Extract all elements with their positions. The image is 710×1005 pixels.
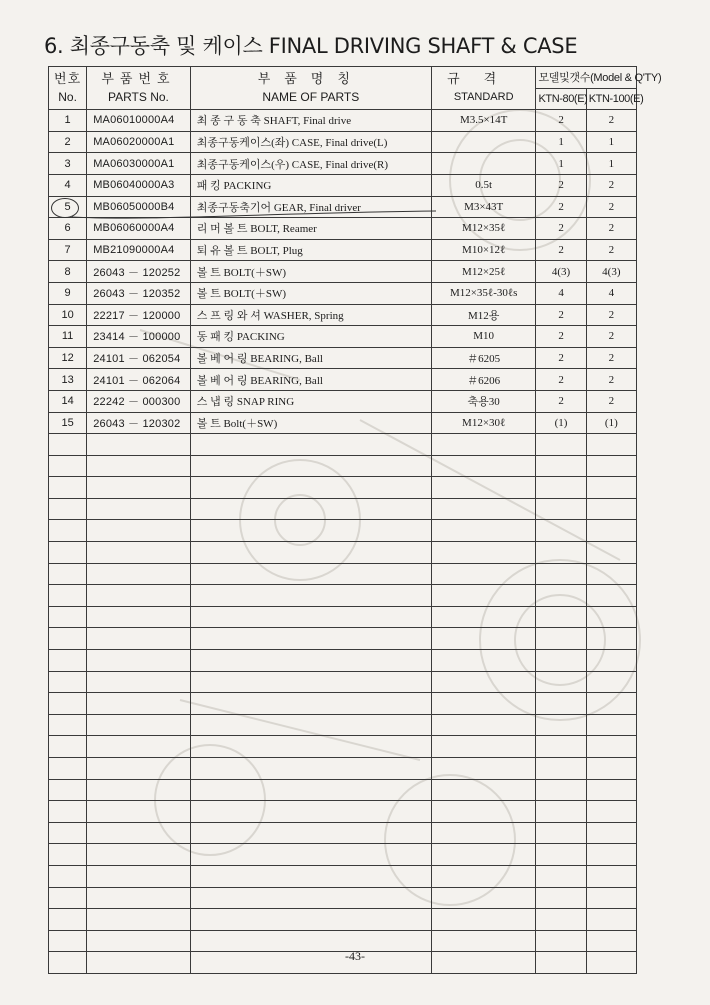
row-standard: M12×30ℓ — [431, 412, 536, 434]
empty-cell — [190, 542, 431, 564]
row-name: 퇴 유 볼 트 BOLT, Plug — [190, 239, 431, 261]
empty-cell — [536, 563, 586, 585]
empty-cell — [190, 650, 431, 672]
row-standard: M12×25ℓ — [431, 261, 536, 283]
empty-cell — [49, 585, 87, 607]
empty-cell — [431, 758, 536, 780]
header-parts-no-ko: 부품번호 — [101, 71, 176, 87]
empty-cell — [49, 822, 87, 844]
empty-cell — [190, 585, 431, 607]
parts-table-body — [49, 110, 637, 974]
empty-cell — [49, 779, 87, 801]
empty-cell — [190, 520, 431, 542]
row-name: 스 냅 링 SNAP RING — [190, 390, 431, 412]
row-qty-model-a: 2 — [536, 218, 586, 240]
table-row — [49, 304, 637, 326]
empty-cell — [536, 628, 586, 650]
empty-cell — [586, 477, 636, 499]
row-standard — [431, 131, 536, 153]
empty-cell — [49, 714, 87, 736]
header-name-en: NAME OF PARTS — [262, 90, 360, 105]
empty-cell — [87, 542, 191, 564]
empty-cell — [49, 865, 87, 887]
empty-cell — [586, 520, 636, 542]
empty-cell — [431, 650, 536, 672]
row-parts-no: 26043 － 120252 — [87, 261, 191, 283]
empty-cell — [536, 650, 586, 672]
empty-cell — [586, 650, 636, 672]
row-standard: M10×12ℓ — [431, 239, 536, 261]
row-qty-model-b: 2 — [586, 218, 636, 240]
row-qty-model-a: (1) — [536, 412, 586, 434]
row-standard: M12×35ℓ — [431, 218, 536, 240]
empty-cell — [536, 498, 586, 520]
row-no: 4 — [49, 174, 87, 196]
empty-cell — [536, 865, 586, 887]
table-row — [49, 239, 637, 261]
empty-cell — [586, 779, 636, 801]
empty-cell — [87, 434, 191, 456]
table-row — [49, 347, 637, 369]
empty-cell — [431, 887, 536, 909]
empty-cell — [431, 844, 536, 866]
table-row — [49, 131, 637, 153]
table-row — [49, 153, 637, 175]
empty-cell — [536, 606, 586, 628]
empty-cell — [536, 520, 586, 542]
table-row — [49, 282, 637, 304]
row-no: 8 — [49, 261, 87, 283]
empty-cell — [586, 563, 636, 585]
row-no: 13 — [49, 369, 87, 391]
empty-cell — [49, 455, 87, 477]
empty-table-row — [49, 520, 637, 542]
table-row — [49, 390, 637, 412]
empty-cell — [87, 887, 191, 909]
empty-cell — [87, 628, 191, 650]
empty-cell — [586, 542, 636, 564]
empty-cell — [431, 801, 536, 823]
empty-cell — [536, 779, 586, 801]
empty-cell — [586, 736, 636, 758]
header-name-ko: 부품명칭 — [257, 71, 364, 87]
empty-cell — [49, 628, 87, 650]
empty-table-row — [49, 844, 637, 866]
row-parts-no: 22242 － 000300 — [87, 390, 191, 412]
empty-cell — [49, 887, 87, 909]
row-name: 동 패 킹 PACKING — [190, 326, 431, 348]
empty-cell — [49, 477, 87, 499]
empty-cell — [536, 909, 586, 931]
row-name: 최종구동케이스(우) CASE, Final drive(R) — [190, 153, 431, 175]
row-qty-model-a: 4 — [536, 282, 586, 304]
empty-cell — [431, 909, 536, 931]
header-standard-ko: 규격 — [447, 71, 521, 87]
header-model-a: KTN-80(E) — [536, 88, 586, 110]
empty-cell — [190, 714, 431, 736]
empty-cell — [49, 650, 87, 672]
page-number: -43- — [345, 949, 365, 963]
empty-cell — [87, 606, 191, 628]
row-name: 볼 베 어 링 BEARING, Ball — [190, 369, 431, 391]
empty-cell — [586, 455, 636, 477]
empty-cell — [87, 736, 191, 758]
empty-cell — [586, 628, 636, 650]
empty-cell — [87, 477, 191, 499]
empty-table-row — [49, 801, 637, 823]
empty-cell — [87, 455, 191, 477]
row-no: 3 — [49, 153, 87, 175]
empty-cell — [190, 822, 431, 844]
header-model-b: KTN-100(E) — [586, 88, 636, 110]
table-row — [49, 326, 637, 348]
empty-cell — [49, 671, 87, 693]
row-standard: M12×35ℓ-30ℓs — [431, 282, 536, 304]
row-no: 12 — [49, 347, 87, 369]
row-qty-model-a: 4(3) — [536, 261, 586, 283]
empty-cell — [536, 822, 586, 844]
empty-cell — [87, 714, 191, 736]
row-name: 최종구동케이스(좌) CASE, Final drive(L) — [190, 131, 431, 153]
empty-cell — [190, 909, 431, 931]
row-qty-model-b: 2 — [586, 304, 636, 326]
header-no-en: No. — [58, 90, 77, 105]
empty-cell — [49, 844, 87, 866]
empty-cell — [586, 585, 636, 607]
row-standard: M3×43T — [431, 196, 536, 218]
empty-cell — [536, 434, 586, 456]
row-no: 6 — [49, 218, 87, 240]
row-name: 스 프 링 와 셔 WASHER, Spring — [190, 304, 431, 326]
row-name: 볼 트 BOLT(＋SW) — [190, 282, 431, 304]
empty-cell — [431, 585, 536, 607]
empty-cell — [536, 542, 586, 564]
empty-cell — [190, 779, 431, 801]
row-name: 최종구동축기어 GEAR, Final driver — [190, 196, 431, 218]
row-no: 11 — [49, 326, 87, 348]
row-parts-no: 24101 － 062064 — [87, 369, 191, 391]
row-no: 14 — [49, 390, 87, 412]
row-standard — [431, 153, 536, 175]
row-qty-model-b: 2 — [586, 369, 636, 391]
row-standard: ＃6206 — [431, 369, 536, 391]
empty-cell — [87, 650, 191, 672]
empty-cell — [586, 822, 636, 844]
empty-cell — [87, 865, 191, 887]
empty-cell — [49, 693, 87, 715]
row-parts-no: MB06040000A3 — [87, 174, 191, 196]
empty-cell — [586, 909, 636, 931]
empty-cell — [190, 477, 431, 499]
empty-cell — [536, 887, 586, 909]
empty-cell — [431, 455, 536, 477]
empty-cell — [586, 434, 636, 456]
empty-table-row — [49, 693, 637, 715]
empty-cell — [49, 909, 87, 931]
empty-table-row — [49, 585, 637, 607]
row-standard: ＃6205 — [431, 347, 536, 369]
empty-cell — [536, 801, 586, 823]
empty-cell — [586, 865, 636, 887]
page-title: 6. 최종구동축 및 케이스 FINAL DRIVING SHAFT & CASE — [44, 34, 578, 58]
empty-cell — [87, 909, 191, 931]
empty-cell — [190, 606, 431, 628]
empty-table-row — [49, 714, 637, 736]
header-parts-no-en: PARTS No. — [107, 90, 169, 105]
row-qty-model-b: 2 — [586, 347, 636, 369]
row-qty-model-b: 4(3) — [586, 261, 636, 283]
empty-cell — [87, 693, 191, 715]
empty-table-row — [49, 909, 637, 931]
empty-cell — [190, 671, 431, 693]
empty-table-row — [49, 606, 637, 628]
row-no: 2 — [49, 131, 87, 153]
header-no — [49, 67, 87, 110]
empty-cell — [190, 693, 431, 715]
row-qty-model-b: 1 — [586, 153, 636, 175]
row-qty-model-a: 2 — [536, 326, 586, 348]
empty-cell — [87, 563, 191, 585]
empty-cell — [190, 455, 431, 477]
empty-cell — [87, 758, 191, 780]
empty-cell — [87, 585, 191, 607]
row-no: 10 — [49, 304, 87, 326]
row-parts-no: MB21090000A4 — [87, 239, 191, 261]
empty-cell — [190, 498, 431, 520]
empty-cell — [190, 736, 431, 758]
empty-cell — [431, 693, 536, 715]
empty-cell — [190, 758, 431, 780]
row-name: 패 킹 PACKING — [190, 174, 431, 196]
empty-cell — [431, 542, 536, 564]
empty-cell — [49, 563, 87, 585]
empty-cell — [49, 520, 87, 542]
empty-table-row — [49, 542, 637, 564]
row-qty-model-a: 2 — [536, 390, 586, 412]
empty-cell — [586, 887, 636, 909]
header-no-ko: 번호 — [54, 71, 82, 87]
empty-cell — [87, 520, 191, 542]
empty-cell — [431, 714, 536, 736]
table-row — [49, 261, 637, 283]
empty-table-row — [49, 498, 637, 520]
empty-cell — [536, 585, 586, 607]
row-qty-model-b: 4 — [586, 282, 636, 304]
empty-cell — [87, 671, 191, 693]
empty-cell — [49, 542, 87, 564]
table-row — [49, 369, 637, 391]
empty-cell — [536, 736, 586, 758]
empty-cell — [431, 477, 536, 499]
empty-cell — [49, 606, 87, 628]
empty-cell — [536, 714, 586, 736]
empty-cell — [87, 498, 191, 520]
empty-cell — [190, 628, 431, 650]
row-qty-model-b: 2 — [586, 326, 636, 348]
empty-cell — [431, 520, 536, 542]
row-parts-no: MA06020000A1 — [87, 131, 191, 153]
empty-cell — [536, 477, 586, 499]
row-qty-model-a: 2 — [536, 369, 586, 391]
row-qty-model-b: 2 — [586, 174, 636, 196]
empty-cell — [536, 455, 586, 477]
empty-table-row — [49, 628, 637, 650]
empty-cell — [586, 714, 636, 736]
empty-cell — [190, 844, 431, 866]
empty-cell — [431, 563, 536, 585]
row-no: 15 — [49, 412, 87, 434]
empty-table-row — [49, 455, 637, 477]
row-qty-model-b: 2 — [586, 110, 636, 132]
row-qty-model-a: 2 — [536, 196, 586, 218]
header-standard-en: STANDARD — [453, 91, 514, 104]
empty-cell — [49, 801, 87, 823]
row-standard: M10 — [431, 326, 536, 348]
empty-cell — [190, 434, 431, 456]
empty-cell — [536, 693, 586, 715]
row-parts-no: 26043 － 120352 — [87, 282, 191, 304]
row-standard: M12용 — [431, 304, 536, 326]
empty-cell — [431, 736, 536, 758]
empty-cell — [536, 844, 586, 866]
row-qty-model-b: 1 — [586, 131, 636, 153]
empty-cell — [431, 434, 536, 456]
empty-table-row — [49, 779, 637, 801]
empty-cell — [586, 801, 636, 823]
empty-cell — [190, 801, 431, 823]
empty-cell — [431, 606, 536, 628]
empty-cell — [49, 758, 87, 780]
row-name: 볼 베 어 링 BEARING, Ball — [190, 347, 431, 369]
empty-cell — [586, 693, 636, 715]
empty-cell — [49, 736, 87, 758]
row-name: 최 종 구 동 축 SHAFT, Final drive — [190, 110, 431, 132]
row-5-hand-underline-mark — [70, 203, 440, 223]
empty-cell — [431, 822, 536, 844]
empty-cell — [49, 434, 87, 456]
empty-table-row — [49, 477, 637, 499]
row-no: 9 — [49, 282, 87, 304]
empty-table-row — [49, 434, 637, 456]
header-parts-no — [87, 67, 191, 110]
row-parts-no: 24101 － 062054 — [87, 347, 191, 369]
row-qty-model-a: 1 — [536, 131, 586, 153]
empty-cell — [190, 887, 431, 909]
empty-cell — [586, 606, 636, 628]
empty-cell — [586, 498, 636, 520]
row-name: 리 머 볼 트 BOLT, Reamer — [190, 218, 431, 240]
row-qty-model-a: 1 — [536, 153, 586, 175]
row-standard: 0.5t — [431, 174, 536, 196]
empty-cell — [87, 801, 191, 823]
empty-table-row — [49, 671, 637, 693]
row-standard: M3.5×14T — [431, 110, 536, 132]
empty-table-row — [49, 822, 637, 844]
empty-cell — [586, 844, 636, 866]
row-parts-no: MA06030000A1 — [87, 153, 191, 175]
empty-table-row — [49, 563, 637, 585]
row-name: 볼 트 BOLT(＋SW) — [190, 261, 431, 283]
empty-cell — [87, 844, 191, 866]
empty-cell — [586, 671, 636, 693]
row-name: 볼 트 Bolt(＋SW) — [190, 412, 431, 434]
row-no: 7 — [49, 239, 87, 261]
empty-table-row — [49, 887, 637, 909]
empty-cell — [431, 498, 536, 520]
empty-table-row — [49, 758, 637, 780]
empty-cell — [190, 563, 431, 585]
row-parts-no: MB06060000A4 — [87, 218, 191, 240]
row-standard: 축용30 — [431, 390, 536, 412]
empty-table-row — [49, 865, 637, 887]
row-parts-no: MB06050000B4 — [87, 196, 191, 218]
row-qty-model-b: 2 — [586, 390, 636, 412]
empty-cell — [536, 671, 586, 693]
empty-cell — [431, 865, 536, 887]
empty-cell — [190, 865, 431, 887]
row-parts-no: MA06010000A4 — [87, 110, 191, 132]
empty-cell — [87, 779, 191, 801]
empty-cell — [431, 671, 536, 693]
row-no: 5 — [49, 196, 87, 218]
row-qty-model-a: 2 — [536, 347, 586, 369]
row-qty-model-b: 2 — [586, 196, 636, 218]
row-qty-model-a: 2 — [536, 304, 586, 326]
empty-table-row — [49, 736, 637, 758]
row-qty-model-b: 2 — [586, 239, 636, 261]
empty-cell — [586, 758, 636, 780]
row-qty-model-a: 2 — [536, 174, 586, 196]
header-name — [190, 67, 431, 110]
empty-cell — [431, 628, 536, 650]
empty-cell — [49, 498, 87, 520]
row-parts-no: 22217 － 120000 — [87, 304, 191, 326]
table-row — [49, 412, 637, 434]
row-qty-model-a: 2 — [536, 239, 586, 261]
table-row — [49, 174, 637, 196]
row-parts-no: 26043 － 120302 — [87, 412, 191, 434]
header-standard — [431, 67, 536, 110]
empty-cell — [87, 822, 191, 844]
table-row — [49, 110, 637, 132]
row-qty-model-b: (1) — [586, 412, 636, 434]
row-parts-no: 23414 － 100000 — [87, 326, 191, 348]
empty-cell — [431, 779, 536, 801]
row-qty-model-a: 2 — [536, 110, 586, 132]
empty-cell — [536, 758, 586, 780]
row-no: 1 — [49, 110, 87, 132]
header-model-qty: 모델및갯수(Model & Q'TY) — [536, 67, 637, 89]
empty-table-row — [49, 650, 637, 672]
